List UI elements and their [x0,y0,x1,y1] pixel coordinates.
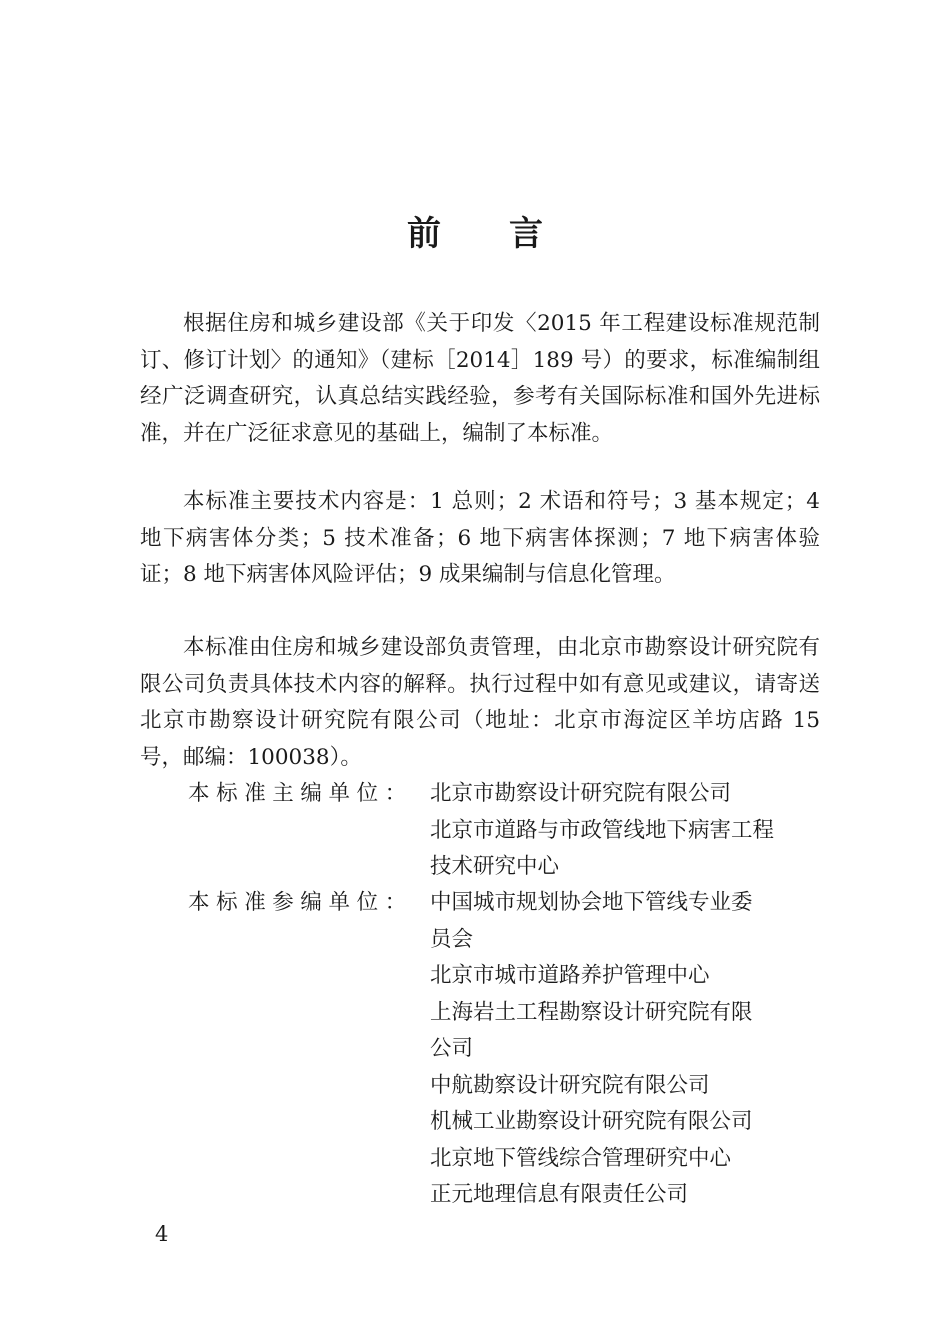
participating-unit-line: 机械工业勘察设计研究院有限公司 [430,1109,753,1134]
participating-unit-line: 正元地理信息有限责任公司 [430,1182,689,1207]
participating-unit-line: 员会 [430,926,474,952]
main-units-label: 本标准主编单位： [188,781,413,806]
paragraph-contents: 本标准主要技术内容是：1 总则；2 术语和符号；3 基本规定；4 地下病害体分类；5 技术准备；6 地下病害体探测；7 地下病害体验证；8 地下病害体风险评估；9 成果编制与信息化管理。 [140,489,820,587]
paragraph-basis: 根据住房和城乡建设部《关于印发〈2015 年工程建设标准规范制订、修订计划〉的通知》（建标［2014］189 号）的要求，标准编制组经广泛调查研究，认真总结实践经验，参考有关国际标准和国外先进标准，并在广泛征求意见的基础上，编制了本标准。 [140,311,820,446]
paragraph-management: 本标准由住房和城乡建设部负责管理，由北京市勘察设计研究院有限公司负责具体技术内容的解释。执行过程中如有意见或建议，请寄送北京市勘察设计研究院有限公司（地址：北京市海淀区羊坊店路 15 号，邮编：100038）。 [140,635,820,770]
main-unit-line: 技术研究中心 [430,854,560,879]
participating-unit-line: 北京市城市道路养护管理中心 [430,963,710,988]
page-number: 4 [155,1222,169,1246]
title-char-1: 前 [407,214,441,254]
participating-units-label: 本标准参编单位： [188,890,413,915]
participating-units-block [140,885,820,1214]
main-units-block [140,776,820,886]
participating-unit-line: 北京地下管线综合管理研究中心 [430,1145,732,1171]
participating-unit-line: 中航勘察设计研究院有限公司 [430,1072,710,1098]
participating-unit-line: 上海岩土工程勘察设计研究院有限 [430,999,753,1025]
main-unit-line: 北京市勘察设计研究院有限公司 [430,781,732,806]
page-title [0,206,950,255]
participating-unit-line: 公司 [430,1036,474,1061]
participating-units-list [430,885,820,1214]
main-unit-line: 北京市道路与市政管线地下病害工程 [430,817,775,843]
main-units-list [430,776,820,886]
title-char-2: 言 [509,214,543,254]
participating-unit-line: 中国城市规划协会地下管线专业委 [430,890,753,915]
